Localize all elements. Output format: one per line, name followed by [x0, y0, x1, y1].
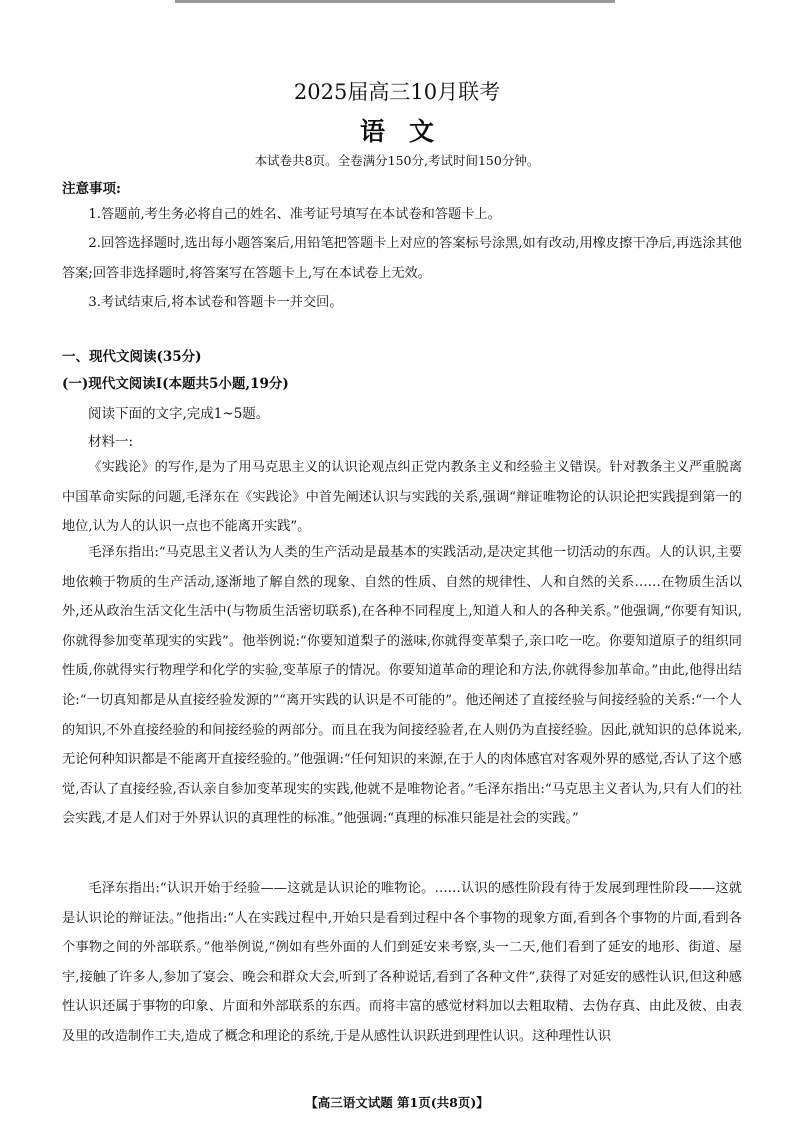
exam-title: 2025届高三10月联考: [293, 80, 501, 104]
material-paragraph-3: 毛泽东指出:“认识开始于经验——这就是认识论的唯物论。……认识的感性阶段有待于发展到理性阶段——这就是认识论的辩证法。”他指出:“人在实践过程中,开始只是看到过程中各个事物的现象方面,看到各个事物的片面,看到各个事物之间的外部联系。”他举例说,“例如有些外面的人们到延安来考察,头一二天,他们看到了延安的地形、街道、屋宇,接触了许多人,参加了宴会、晚会和群众大会,听到了各种说话,看到了各种文件”,获得了对延安的感性认识,但这种感性认识还属于事物的印象、片面和外部联系的东西。而将丰富的感觉材料加以去粗取精、去伪存真、由此及彼、由表及里的改造制作工夫,造成了概念和理论的系统,于是从感性认识跃进到理性认识。这种理性认识: [62, 881, 742, 1044]
notice-item-2: 2.回答选择题时,选出每小题答案后,用铅笔把答题卡上对应的答案标号涂黑,如有改动,用橡皮擦干净后,再选涂其他答案;回答非选择题时,将答案写在答题卡上,写在本试卷上无效。: [62, 236, 742, 281]
scan-top-edge: [175, 0, 615, 3]
section-subheading: (一)现代文阅读Ⅰ(本题共5小题,19分): [62, 376, 289, 392]
material-label: 材料一:: [88, 434, 134, 450]
exam-info: 本试卷共8页。全卷满分150分,考试时间150分钟。: [254, 153, 540, 168]
exam-subject: 语文: [359, 117, 458, 146]
instruction: 阅读下面的文字,完成1~5题。: [88, 406, 270, 422]
notice-item-3: 3.考试结束后,将本试卷和答题卡一并交回。: [88, 295, 343, 310]
material-paragraph-2: 毛泽东指出:“马克思主义者认为人类的生产活动是最基本的实践活动,是决定其他一切活动的东西。人的认识,主要地依赖于物质的生产活动,逐渐地了解自然的现象、自然的性质、自然的规律性、人和自然的关系……在物质生活以外,还从政治生活文化生活中(与物质生活密切联系),在各种不同程度上,知道人和人的各种关系。”他强调,“你要有知识,你就得参加变革现实的实践”。他举例说:“你要知道梨子的滋味,你就得变革梨子,亲口吃一吃。你要知道原子的组织同性质,你就得实行物理学和化学的实验,变革原子的情况。你要知道革命的理论和方法,你就得参加革命。”由此,他得出结论:“一切真知都是从直接经验发源的”“离开实践的认识是不可能的”。他还阐述了直接经验与间接经验的关系:“一个人的知识,不外直接经验的和间接经验的两部分。而且在我为间接经验者,在人则仍为直接经验。因此,就知识的总体说来,无论何种知识都是不能离开直接经验的。”他强调:“任何知识的来源,在于人的肉体感官对客观外界的感觉,否认了这个感觉,否认了直接经验,否认亲自参加变革现实的实践,他就不是唯物论者。”毛泽东指出:“马克思主义者认为,只有人们的社会实践,才是人们对于外界认识的真理性的标准。”他强调:“真理的标准只能是社会的实践。”: [62, 545, 742, 827]
notice-item-1: 1.答题前,考生务必将自己的姓名、准考证号填写在本试卷和答题卡上。: [88, 207, 501, 222]
section-heading: 一、现代文阅读(35分): [62, 349, 202, 365]
material-paragraph-1: 《实践论》的写作,是为了用马克思主义的认识论观点纠正党内教条主义和经验主义错误。针对教条主义严重脱离中国革命实际的问题,毛泽东在《实践论》中首先阐述认识与实践的关系,强调“辩证唯物论的认识论把实践提到第一的地位,认为人的认识一点也不能离开实践”。: [62, 460, 742, 535]
notice-heading: 注意事项:: [62, 181, 121, 197]
page-footer: 【高三语文试题 第1页(共8页)】: [305, 1095, 489, 1110]
